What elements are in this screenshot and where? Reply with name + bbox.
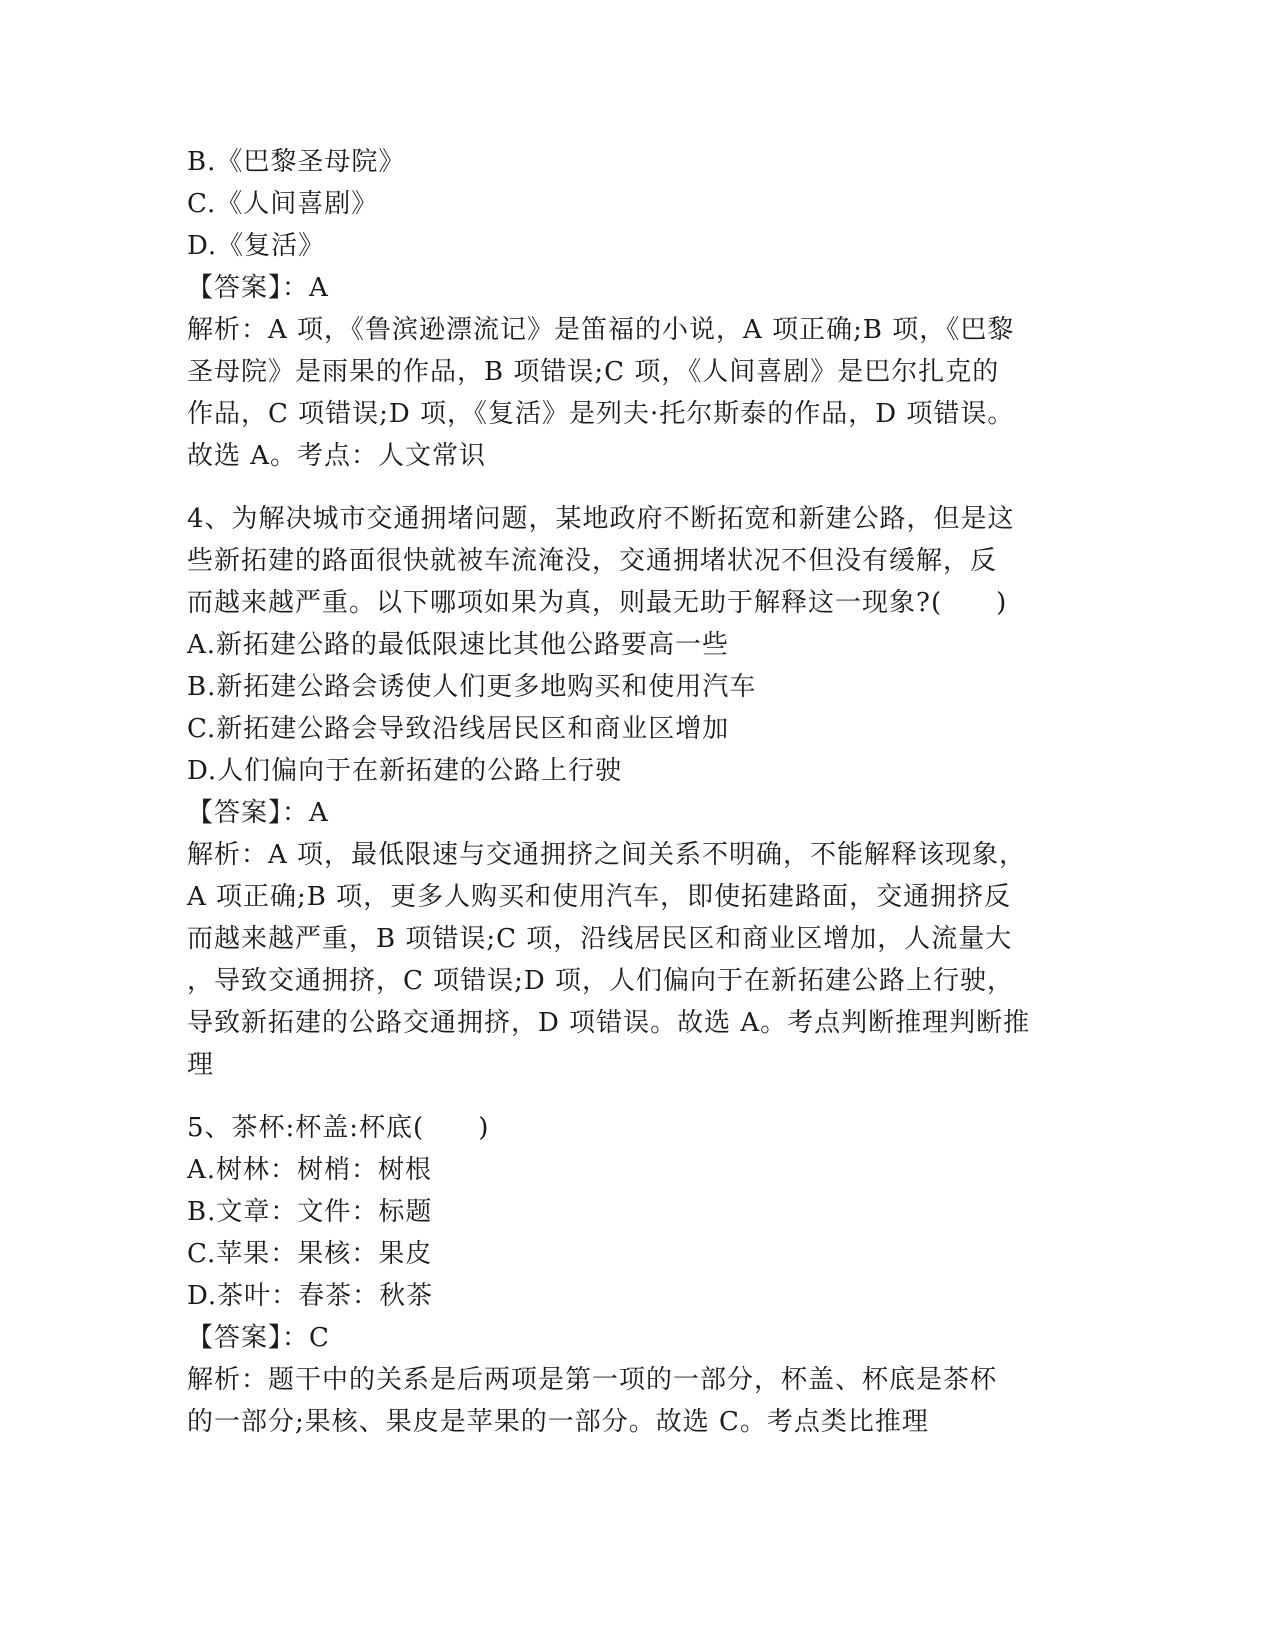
document-page	[187, 141, 1087, 1443]
question-3-block	[187, 141, 1087, 477]
q4-option-b: B.新拓建公路会诱使人们更多地购买和使用汽车	[187, 672, 757, 702]
spacer	[187, 477, 1087, 498]
q5-option-b: B.文章：文件：标题	[187, 1197, 433, 1227]
spacer	[187, 1086, 1087, 1107]
q4-explanation-line: 而越来越严重，B 项错误;C 项，沿线居民区和商业区增加，人流量大	[187, 924, 1013, 954]
q5-option-d: D.茶叶：春茶：秋茶	[187, 1281, 434, 1311]
q5-explanation-line: 的一部分;果核、果皮是苹果的一部分。故选 C。考点类比推理	[187, 1407, 929, 1437]
q3-explanation-line: 故选 A。考点：人文常识	[187, 441, 487, 471]
q4-option-c: C.新拓建公路会导致沿线居民区和商业区增加	[187, 714, 730, 744]
question-5-block	[187, 1107, 1087, 1443]
q4-explanation-line: ，导致交通拥挤，C 项错误;D 项，人们偏向于在新拓建公路上行驶，	[187, 966, 1015, 996]
q3-answer: 【答案】：A	[187, 273, 329, 303]
q3-option-b: B.《巴黎圣母院》	[187, 147, 406, 177]
question-4-block	[187, 498, 1087, 1086]
q5-option-c: C.苹果：果核：果皮	[187, 1239, 433, 1269]
q3-explanation-line: 圣母院》是雨果的作品，B 项错误;C 项，《人间喜剧》是巴尔扎克的	[187, 357, 1000, 387]
q5-stem-line: 5、茶杯:杯盖:杯底( )	[187, 1113, 490, 1143]
q5-explanation-line: 解析：题干中的关系是后两项是第一项的一部分，杯盖、杯底是茶杯	[187, 1365, 998, 1395]
q3-option-c: C.《人间喜剧》	[187, 189, 379, 219]
q4-explanation-line: 理	[187, 1050, 215, 1080]
q4-explanation-line: A 项正确;B 项，更多人购买和使用汽车，即使拓建路面，交通拥挤反	[187, 882, 1012, 912]
q4-explanation-line: 解析：A 项，最低限速与交通拥挤之间关系不明确，不能解释该现象，	[187, 840, 1027, 870]
q5-option-a: A.树林：树梢：树根	[187, 1155, 433, 1185]
q4-option-d: D.人们偏向于在新拓建的公路上行驶	[187, 756, 623, 786]
q4-stem-line: 4、为解决城市交通拥堵问题，某地政府不断拓宽和新建公路，但是这	[187, 504, 1015, 534]
q4-explanation-line: 导致新拓建的公路交通拥挤，D 项错误。故选 A。考点判断推理判断推	[187, 1008, 1031, 1038]
q4-answer: 【答案】：A	[187, 798, 329, 828]
q5-answer: 【答案】：C	[187, 1323, 330, 1353]
q3-explanation-line: 解析：A 项，《鲁滨逊漂流记》是笛福的小说，A 项正确;B 项，《巴黎	[187, 315, 1015, 345]
q4-option-a: A.新拓建公路的最低限速比其他公路要高一些	[187, 630, 730, 660]
q4-stem-line: 而越来越严重。以下哪项如果为真，则最无助于解释这一现象?( )	[187, 588, 1008, 618]
q3-explanation-line: 作品，C 项错误;D 项，《复活》是列夫·托尔斯泰的作品，D 项错误。	[187, 399, 1015, 429]
q3-option-d: D.《复活》	[187, 231, 326, 261]
q4-stem-line: 些新拓建的路面很快就被车流淹没，交通拥堵状况不但没有缓解，反	[187, 546, 998, 576]
